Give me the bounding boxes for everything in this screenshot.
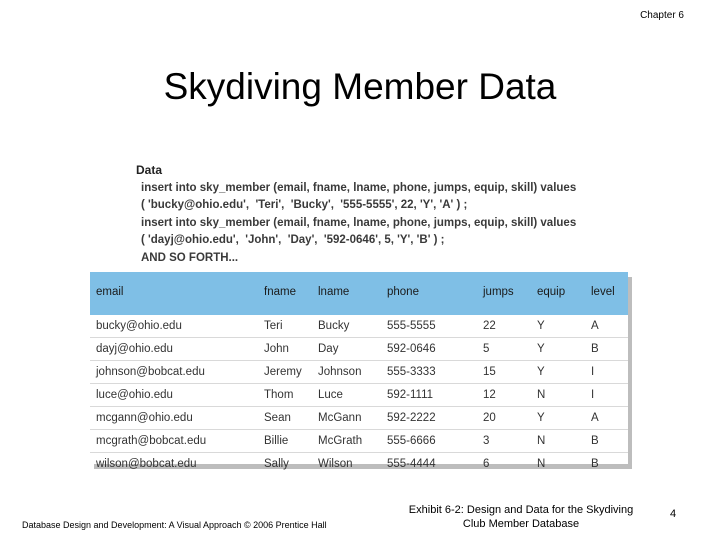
cell-lname: McGrath xyxy=(312,430,381,453)
caption-line: Club Member Database xyxy=(462,518,580,530)
cell-phone: 592-1111 xyxy=(381,384,477,407)
code-line: insert into sky_member (email, fname, lname, phone, jumps, equip, skill) values xyxy=(141,216,577,229)
cell-equip: Y xyxy=(531,407,585,430)
column-header-email: email xyxy=(96,286,124,298)
cell-fname: Thom xyxy=(258,384,312,407)
cell-lname: Bucky xyxy=(318,320,350,332)
cell-equip: N xyxy=(531,384,585,407)
code-line: insert into sky_member (email, fname, lname, phone, jumps, equip, skill) values xyxy=(141,181,577,194)
cell-jumps: 20 xyxy=(477,407,531,430)
cell-fname: Sally xyxy=(258,453,312,476)
table-header-row xyxy=(90,272,628,315)
slide-title: Skydiving Member Data xyxy=(163,66,557,107)
member-table-panel xyxy=(90,272,628,470)
cell-fname: Sean xyxy=(258,407,312,430)
cell-phone: 555-5555 xyxy=(387,320,436,332)
cell-lname: McGann xyxy=(312,407,381,430)
column-header-phone: phone xyxy=(387,286,419,298)
cell-email: luce@ohio.edu xyxy=(90,384,258,407)
cell-equip: N xyxy=(531,430,585,453)
table-row xyxy=(90,361,628,384)
caption-line: Exhibit 6-2: Design and Data for the Skydiving xyxy=(408,504,634,516)
footer-citation: Database Design and Development: A Visual Approach © 2006 Prentice Hall xyxy=(22,520,327,530)
page-number: 4 xyxy=(670,508,677,520)
column-header-level: level xyxy=(591,286,615,298)
cell-level: I xyxy=(585,384,628,407)
cell-equip: Y xyxy=(531,338,585,361)
cell-equip: Y xyxy=(537,320,545,332)
column-header-fname: fname xyxy=(264,286,296,298)
cell-level: B xyxy=(585,453,628,476)
cell-email: mcgann@ohio.edu xyxy=(90,407,258,430)
cell-lname: Day xyxy=(312,338,381,361)
cell-email: johnson@bobcat.edu xyxy=(90,361,258,384)
cell-level: A xyxy=(585,407,628,430)
sql-code-block xyxy=(136,162,576,267)
cell-level: B xyxy=(585,338,628,361)
exhibit-caption xyxy=(393,503,649,531)
cell-level: A xyxy=(591,320,599,332)
column-header-lname: lname xyxy=(318,286,350,298)
table-row xyxy=(90,407,628,430)
cell-lname: Johnson xyxy=(312,361,381,384)
member-table xyxy=(90,272,628,475)
cell-email: mcgrath@bobcat.edu xyxy=(90,430,258,453)
cell-jumps: 6 xyxy=(477,453,531,476)
table-row xyxy=(90,315,628,338)
cell-fname: John xyxy=(258,338,312,361)
code-line: AND SO FORTH... xyxy=(141,251,239,264)
cell-equip: Y xyxy=(531,361,585,384)
cell-phone: 555-3333 xyxy=(381,361,477,384)
cell-phone: 555-4444 xyxy=(381,453,477,476)
table-row xyxy=(90,453,628,476)
cell-email: dayj@ohio.edu xyxy=(90,338,258,361)
chapter-label: Chapter 6 xyxy=(640,10,684,21)
cell-level: B xyxy=(585,430,628,453)
cell-lname: Luce xyxy=(312,384,381,407)
cell-phone: 555-6666 xyxy=(381,430,477,453)
cell-jumps: 22 xyxy=(483,320,496,332)
cell-jumps: 5 xyxy=(477,338,531,361)
cell-phone: 592-2222 xyxy=(381,407,477,430)
cell-phone: 592-0646 xyxy=(381,338,477,361)
table-row xyxy=(90,430,628,453)
cell-fname: Teri xyxy=(264,320,283,332)
cell-jumps: 12 xyxy=(477,384,531,407)
cell-jumps: 15 xyxy=(477,361,531,384)
table-row xyxy=(90,338,628,361)
cell-email: bucky@ohio.edu xyxy=(96,320,182,332)
code-line: ( 'dayj@ohio.edu', 'John', 'Day', '592-0646', 5, 'Y', 'B' ) ; xyxy=(141,234,445,246)
cell-fname: Billie xyxy=(258,430,312,453)
column-header-equip: equip xyxy=(537,286,566,298)
cell-fname: Jeremy xyxy=(258,361,312,384)
code-heading: Data xyxy=(136,163,163,177)
cell-email: wilson@bobcat.edu xyxy=(90,453,258,476)
cell-equip: N xyxy=(531,453,585,476)
cell-jumps: 3 xyxy=(477,430,531,453)
column-header-jumps: jumps xyxy=(483,286,514,298)
cell-level: I xyxy=(585,361,628,384)
code-line: ( 'bucky@ohio.edu', 'Teri', 'Bucky', '555-5555', 22, 'Y', 'A' ) ; xyxy=(141,199,468,211)
cell-lname: Wilson xyxy=(312,453,381,476)
table-row xyxy=(90,384,628,407)
